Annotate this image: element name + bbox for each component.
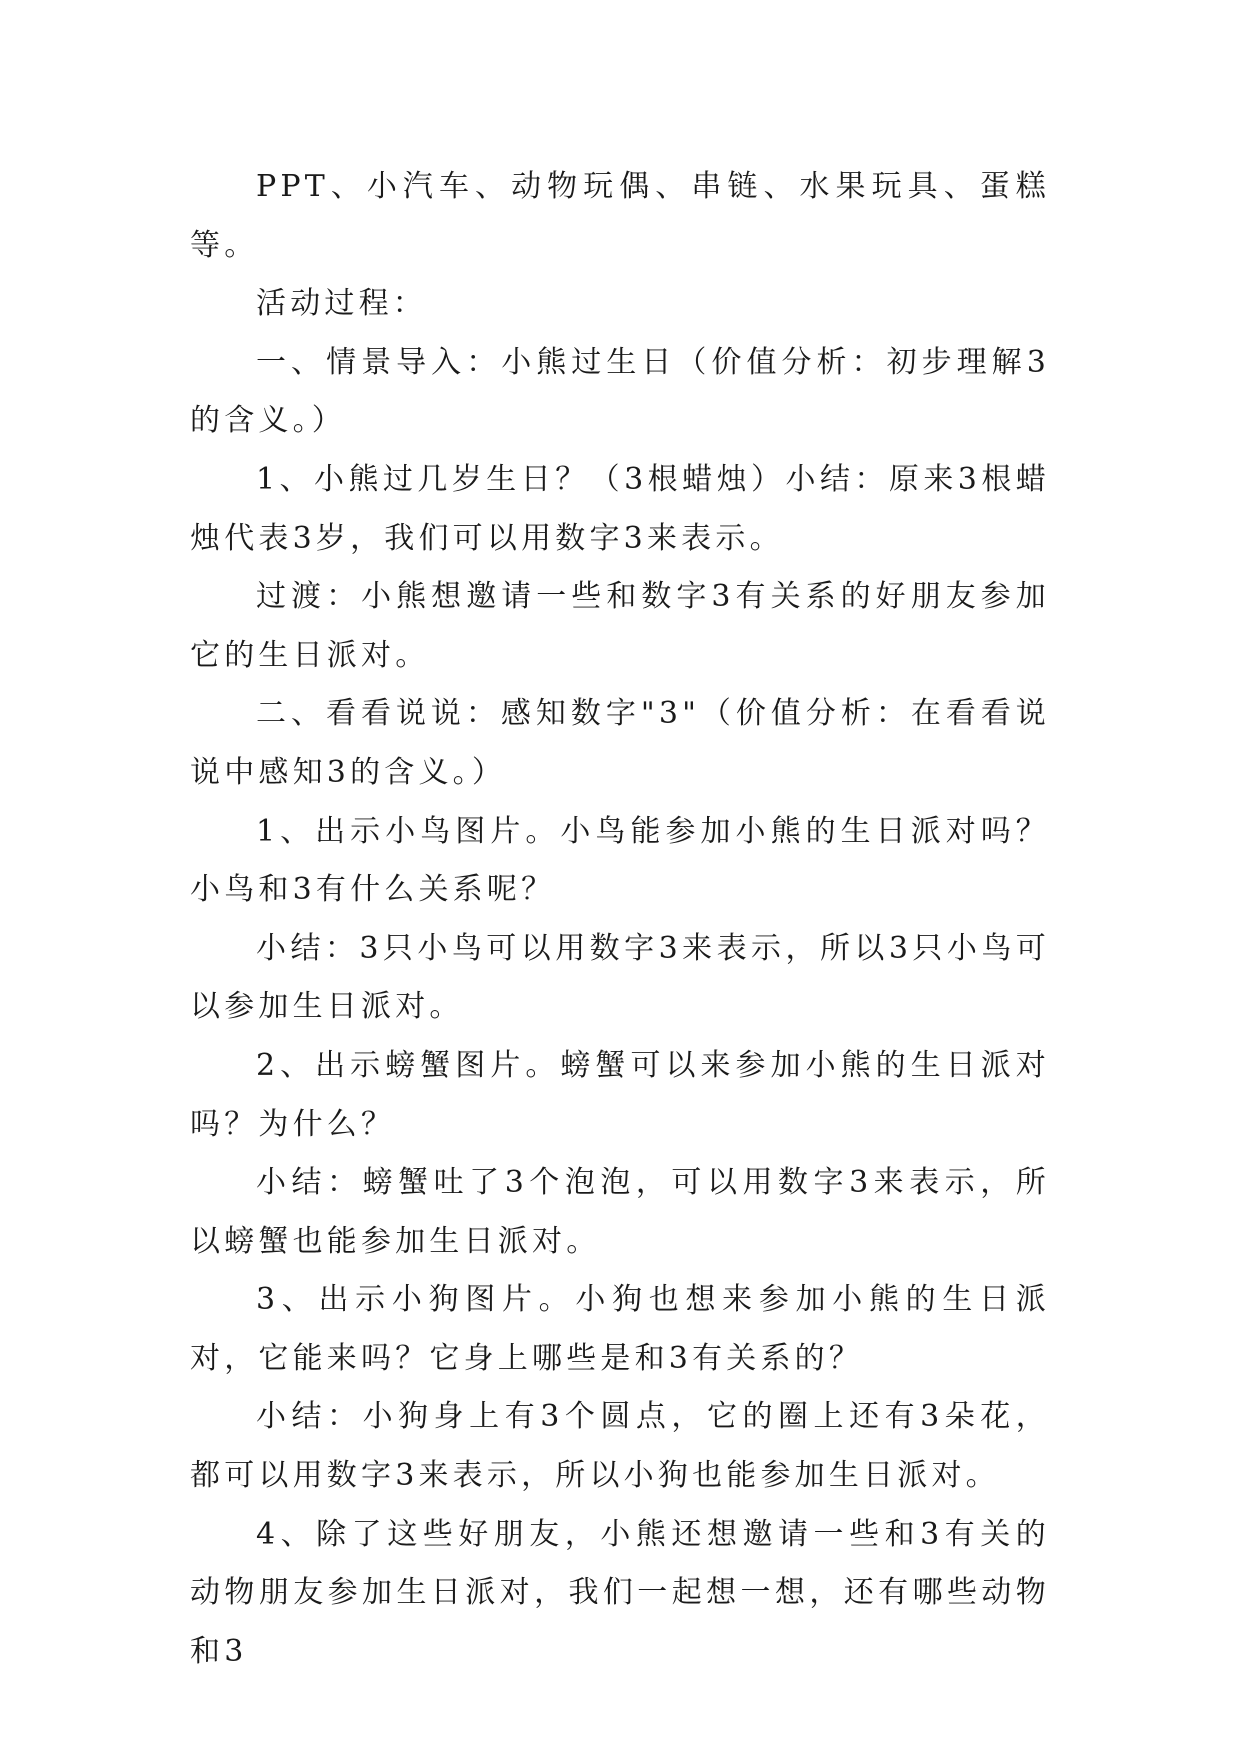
- paragraph-materials: PPT、小汽车、动物玩偶、串链、水果玩具、蛋糕等。: [190, 169, 1050, 263]
- paragraph-section-two-heading: 二、看看说说：感知数字"3"（价值分析：在看看说说中感知3的含义。）: [190, 696, 1050, 790]
- paragraph-step-4-friends: 4、除了这些好朋友，小熊还想邀请一些和3有关的动物朋友参加生日派对，我们一起想一想，还有哪些动物和3: [190, 1516, 1050, 1669]
- paragraph-activity-process-heading: 活动过程：: [256, 286, 427, 322]
- paragraph-summary-bird: 小结：3只小鸟可以用数字3来表示，所以3只小鸟可以参加生日派对。: [190, 930, 1050, 1025]
- paragraph-section-one-heading: 一、情景导入：小熊过生日（价值分析：初步理解3的含义。）: [190, 344, 1050, 439]
- paragraph-step-1-bird: 1、出示小鸟图片。小鸟能参加小熊的生日派对吗？小鸟和3有什么关系呢？: [190, 813, 1050, 908]
- paragraph-summary-crab: 小结：螃蟹吐了3个泡泡，可以用数字3来表示，所以螃蟹也能参加生日派对。: [190, 1165, 1050, 1259]
- paragraph-summary-dog: 小结：小狗身上有3个圆点，它的圈上还有3朵花，都可以用数字3来表示，所以小狗也能参加生日派对。: [190, 1399, 1050, 1494]
- paragraph-transition: 过渡：小熊想邀请一些和数字3有关系的好朋友参加它的生日派对。: [190, 579, 1050, 673]
- document-body: [190, 158, 1050, 1681]
- paragraph-step-3-dog: 3、出示小狗图片。小狗也想来参加小熊的生日派对，它能来吗？它身上哪些是和3有关系的？: [190, 1282, 1050, 1376]
- paragraph-step-1-birthday: 1、小熊过几岁生日？（3根蜡烛）小结：原来3根蜡烛代表3岁，我们可以用数字3来表示。: [190, 461, 1050, 556]
- paragraph-step-2-crab: 2、出示螃蟹图片。螃蟹可以来参加小熊的生日派对吗？为什么？: [190, 1047, 1050, 1142]
